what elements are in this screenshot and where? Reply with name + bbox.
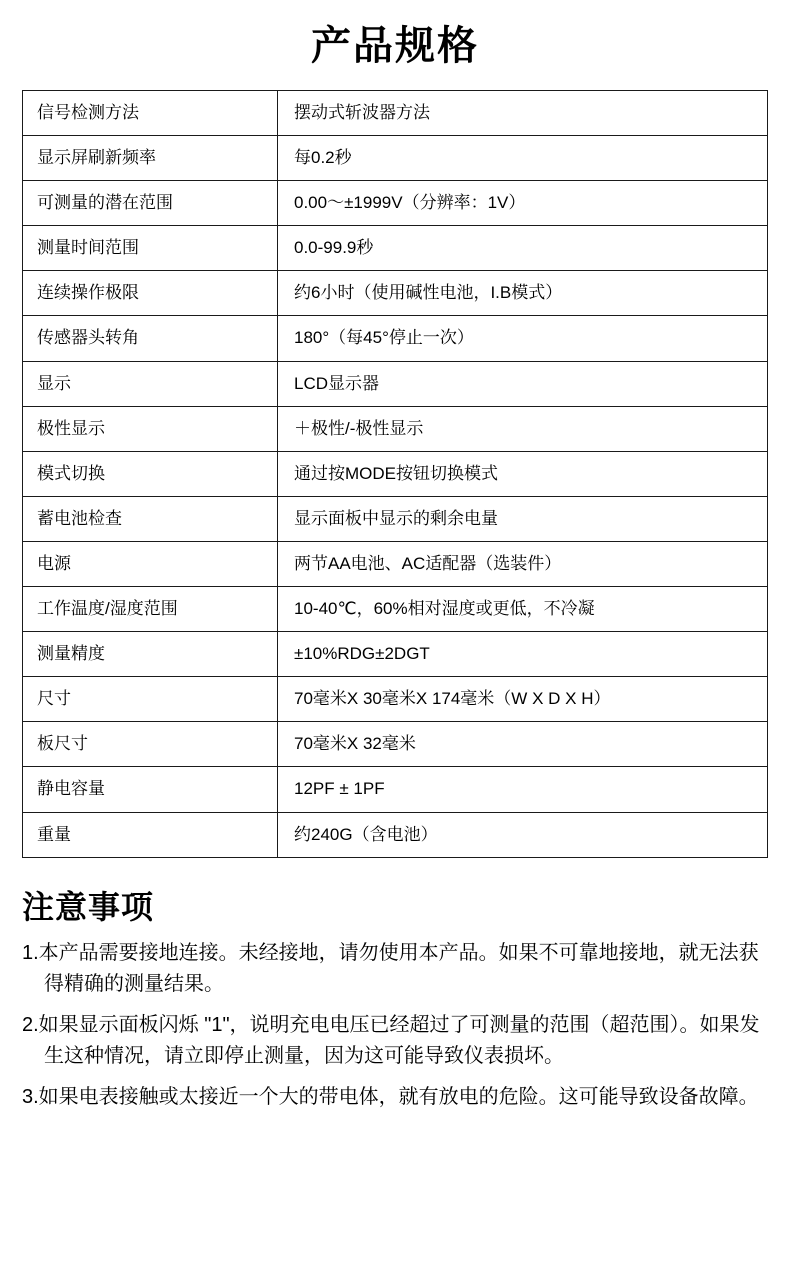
spec-value: 显示面板中显示的剩余电量 (278, 496, 768, 541)
table-row (23, 541, 768, 586)
notes-section-title: 注意事项 (22, 888, 155, 925)
spec-value: 10-40℃，60%相对湿度或更低，不冷凝 (278, 587, 768, 632)
list-item: 1.本产品需要接地连接。未经接地，请勿使用本产品。如果不可靠地接地，就无法获得精确的测量结果。 (22, 941, 759, 995)
spec-label: 传感器头转角 (23, 316, 278, 361)
table-row (23, 587, 768, 632)
spec-label: 测量时间范围 (23, 226, 278, 271)
spec-value: LCD显示器 (278, 361, 768, 406)
table-row (23, 91, 768, 136)
specification-table (22, 90, 768, 858)
table-row (23, 136, 768, 181)
table-row (23, 226, 768, 271)
table-row (23, 181, 768, 226)
spec-label: 显示 (23, 361, 278, 406)
table-row (23, 767, 768, 812)
spec-label: 显示屏刷新频率 (23, 136, 278, 181)
spec-label: 模式切换 (23, 451, 278, 496)
spec-value: 180°（每45°停止一次） (278, 316, 768, 361)
table-row (23, 722, 768, 767)
spec-value: 0.00～±1999V（分辨率：1V） (278, 181, 768, 226)
spec-value: 两节AA电池、AC适配器（选装件） (278, 541, 768, 586)
spec-value: 70毫米X 32毫米 (278, 722, 768, 767)
spec-value: 约240G（含电池） (278, 812, 768, 857)
notes-list (22, 938, 768, 1113)
spec-value: ±10%RDG±2DGT (278, 632, 768, 677)
table-row (23, 677, 768, 722)
page-title: 产品规格 (311, 24, 479, 68)
spec-label: 静电容量 (23, 767, 278, 812)
spec-value: 约6小时（使用碱性电池，I.B模式） (278, 271, 768, 316)
table-row (23, 812, 768, 857)
spec-value: 每0.2秒 (278, 136, 768, 181)
table-row (23, 496, 768, 541)
table-row (23, 316, 768, 361)
list-item: 3.如果电表接触或太接近一个大的带电体，就有放电的危险。这可能导致设备故障。 (22, 1085, 759, 1108)
spec-label: 信号检测方法 (23, 91, 278, 136)
spec-value: 摆动式斩波器方法 (278, 91, 768, 136)
spec-label: 极性显示 (23, 406, 278, 451)
list-item: 2.如果显示面板闪烁 "1"，说明充电电压已经超过了可测量的范围（超范围）。如果发生这种情况，请立即停止测量，因为这可能导致仪表损坏。 (22, 1013, 760, 1067)
table-row (23, 406, 768, 451)
table-row (23, 451, 768, 496)
spec-label: 工作温度/湿度范围 (23, 587, 278, 632)
table-row (23, 271, 768, 316)
table-row (23, 632, 768, 677)
spec-label: 重量 (23, 812, 278, 857)
table-row (23, 361, 768, 406)
product-spec-page (0, 22, 790, 1113)
spec-value: ＋极性/-极性显示 (278, 406, 768, 451)
spec-label: 电源 (23, 541, 278, 586)
spec-label: 测量精度 (23, 632, 278, 677)
spec-label: 蓄电池检查 (23, 496, 278, 541)
spec-value: 0.0-99.9秒 (278, 226, 768, 271)
spec-value: 通过按MODE按钮切换模式 (278, 451, 768, 496)
spec-value: 12PF ± 1PF (278, 767, 768, 812)
spec-label: 可测量的潜在范围 (23, 181, 278, 226)
spec-value: 70毫米X 30毫米X 174毫米（W X D X H） (278, 677, 768, 722)
specification-table-body (23, 91, 768, 858)
spec-label: 连续操作极限 (23, 271, 278, 316)
spec-label: 尺寸 (23, 677, 278, 722)
spec-label: 板尺寸 (23, 722, 278, 767)
